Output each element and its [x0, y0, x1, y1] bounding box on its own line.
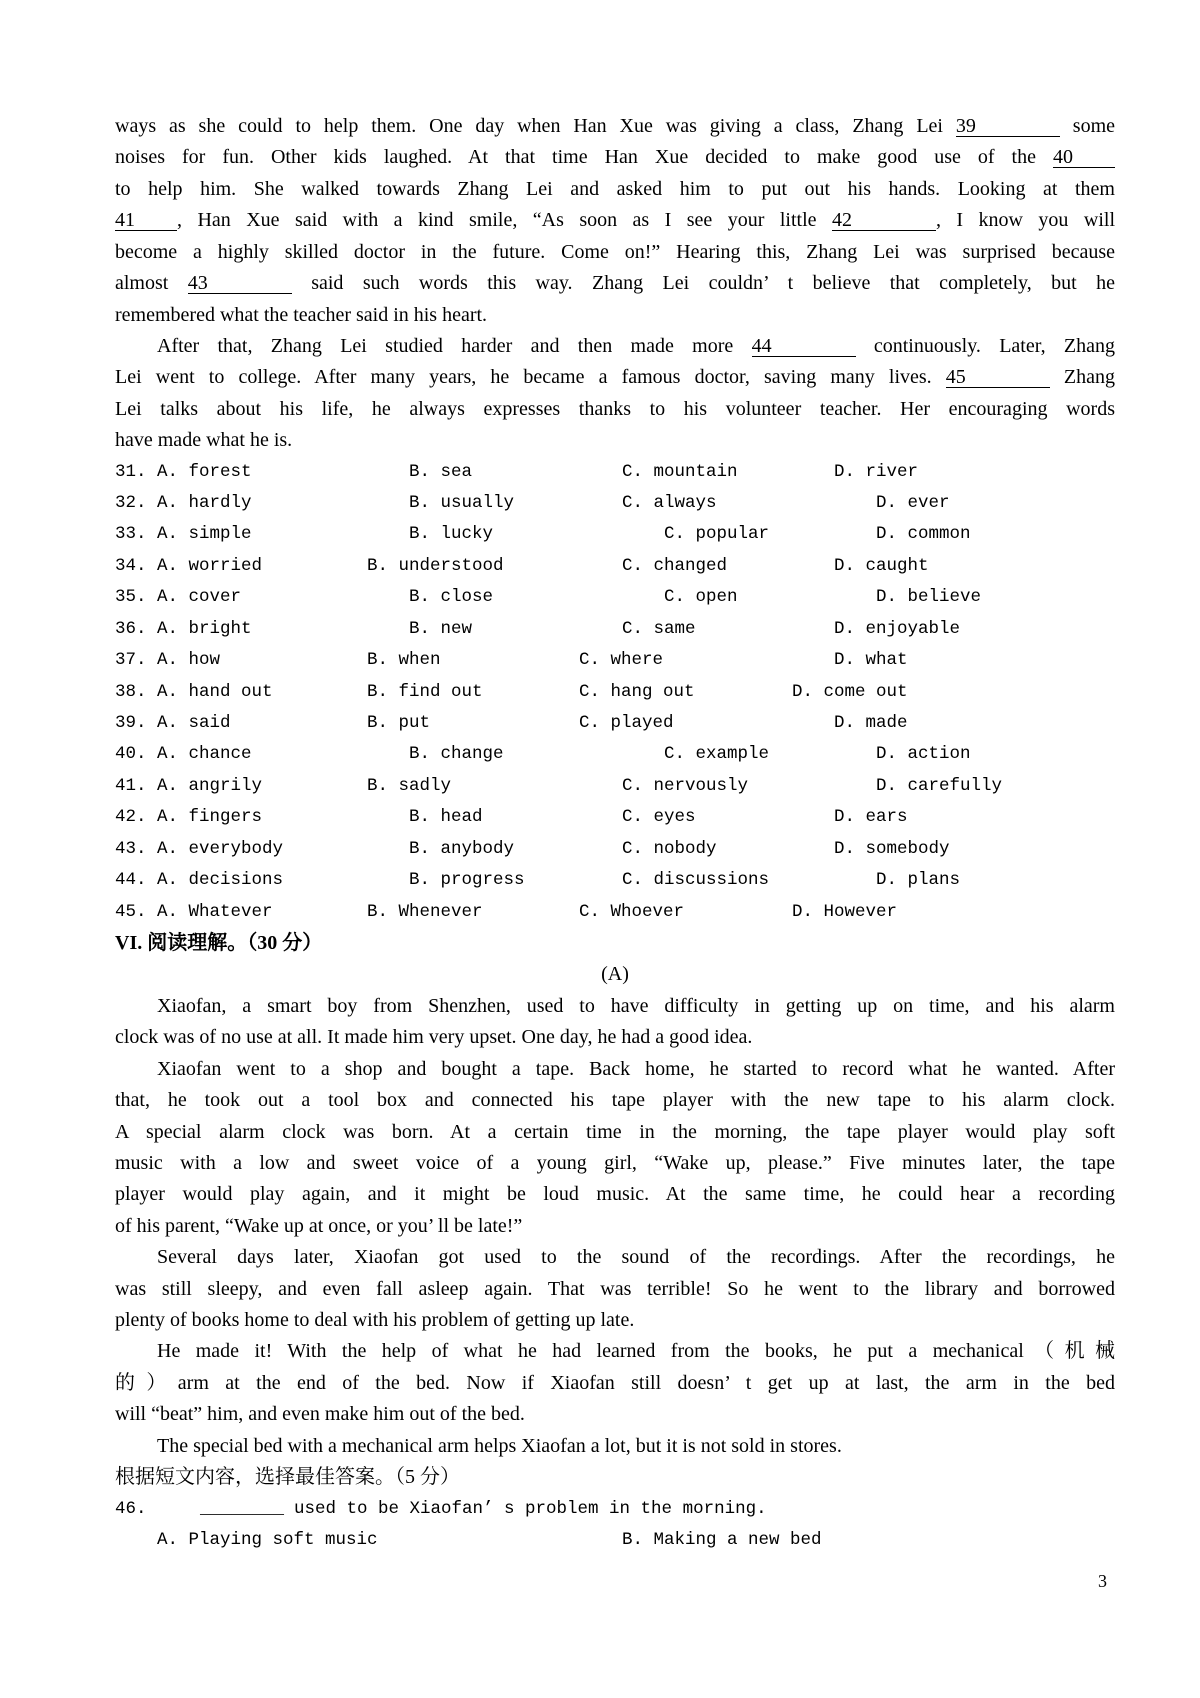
option-c: C. open	[664, 587, 738, 608]
instruction	[115, 1462, 1115, 1493]
option-c: C. where	[579, 650, 664, 671]
option-d: D. enjoyable	[834, 618, 961, 639]
option-b: B. head	[409, 807, 483, 828]
question-number: 41.	[115, 775, 147, 796]
passage-line	[115, 1085, 1115, 1116]
option-row	[115, 739, 1115, 770]
option-c: C. eyes	[622, 807, 696, 828]
passage-line	[115, 1211, 1115, 1242]
cloze-line	[115, 142, 1115, 173]
option-c: C. example	[664, 744, 770, 765]
question-number: 43.	[115, 838, 147, 859]
passage-text: He made it! With the help of what he had learned from the books, he put a mechanical（机械	[157, 1340, 1115, 1363]
option-b: B. sadly	[367, 775, 452, 796]
question-number: 39.	[115, 713, 147, 734]
option-row	[115, 677, 1115, 708]
question-number: 42.	[115, 807, 147, 828]
cloze-text: , Han Xue said with a kind smile, “As soon as I see your little	[177, 209, 832, 232]
answer-blank-45: 45	[946, 367, 1050, 388]
passage-line	[115, 1399, 1115, 1430]
passage-text: The special bed with a mechanical arm helps Xiaofan a lot, but it is not sold in stores.	[157, 1434, 842, 1457]
passage-text: of his parent, “Wake up at once, or you’ ll be late!”	[115, 1214, 523, 1237]
cloze-text: ways as she could to help them. One day when Han Xue was giving a class, Zhang Lei	[115, 115, 956, 137]
option-a: A. said	[157, 713, 231, 734]
question-number: 45.	[115, 901, 147, 922]
passage-line	[115, 1022, 1115, 1053]
answer-blank: ________	[200, 1498, 285, 1519]
passage-text: 的）arm at the end of the bed. Now if Xiaofan still doesn’ t get up at last, the arm in the bed	[115, 1371, 1115, 1394]
question-number: 37.	[115, 650, 147, 671]
cloze-text: become a highly skilled doctor in the future. Come on!” Hearing this, Zhang Lei was surprised because	[115, 240, 1115, 263]
option-c: C. nervously	[622, 775, 749, 796]
cloze-text: Lei talks about his life, he always expresses thanks to his volunteer teacher. Her encouraging words	[115, 397, 1115, 420]
option-c: C. Whoever	[579, 901, 685, 922]
cloze-text: remembered what the teacher said in his heart.	[115, 303, 488, 326]
option-a: A. hardly	[157, 493, 252, 514]
passage-line	[115, 1368, 1115, 1399]
option-b: B. Whenever	[367, 901, 483, 922]
option-a: A. worried	[157, 555, 263, 576]
question-number: 44.	[115, 870, 147, 891]
cloze-line	[115, 237, 1115, 268]
option-c: C. nobody	[622, 838, 717, 859]
cloze-options	[115, 457, 1115, 928]
cloze-line	[115, 174, 1115, 205]
question-number: 35.	[115, 587, 147, 608]
question-number: 36.	[115, 618, 147, 639]
option-d: D. made	[834, 713, 908, 734]
option-b: B. progress	[409, 870, 525, 891]
option-row	[115, 551, 1115, 582]
option-b: B. usually	[409, 493, 515, 514]
option-b: B. lucky	[409, 524, 494, 545]
instruction-text: 根据短文内容，选择最佳答案。（5 分）	[115, 1466, 460, 1489]
passage-text: will “beat” him, and even make him out of the bed.	[115, 1403, 525, 1426]
option-row	[115, 865, 1115, 896]
option-c: C. played	[579, 713, 674, 734]
option-d: D. However	[792, 901, 898, 922]
cloze-text: Lei went to college. After many years, he became a famous doctor, saving many lives.	[115, 366, 946, 389]
question-46-options	[115, 1525, 1115, 1556]
option-a: A. simple	[157, 524, 252, 545]
option-c: C. popular	[664, 524, 770, 545]
passage-text: music with a low and sweet voice of a young girl, “Wake up, please.” Five minutes later, the tape	[115, 1151, 1115, 1174]
cloze-text: , I know you will	[935, 209, 1115, 232]
passage-line	[115, 1305, 1115, 1336]
cloze-line	[115, 268, 1115, 299]
passage-label-text: (A)	[601, 963, 629, 986]
answer-blank-44: 44	[752, 336, 856, 357]
option-b: B. change	[409, 744, 504, 765]
passage-line	[115, 1431, 1115, 1462]
option-row	[115, 802, 1115, 833]
option-d: D. caught	[834, 555, 929, 576]
question-number: 38.	[115, 681, 147, 702]
passage-line	[115, 1242, 1115, 1273]
option-a: A. Playing soft music	[157, 1529, 378, 1550]
option-a: A. cover	[157, 587, 242, 608]
option-row	[115, 645, 1115, 676]
option-row	[115, 897, 1115, 928]
option-row	[115, 488, 1115, 519]
passage-text: Xiaofan went to a shop and bought a tape. Back home, he started to record what he wanted. After	[157, 1057, 1115, 1080]
option-c: C. mountain	[622, 461, 738, 482]
cloze-line	[115, 394, 1115, 425]
option-a: A. angrily	[157, 775, 263, 796]
option-d: D. action	[876, 744, 971, 765]
cloze-text: some	[1059, 115, 1115, 137]
cloze-text: After that, Zhang Lei studied harder and then made more	[157, 334, 752, 357]
answer-blank-42: 42	[832, 210, 936, 231]
option-a: A. decisions	[157, 870, 284, 891]
option-b: B. anybody	[409, 838, 515, 859]
option-c: C. hang out	[579, 681, 695, 702]
option-a: A. fingers	[157, 807, 263, 828]
option-d: D. river	[834, 461, 919, 482]
option-b: B. when	[367, 650, 441, 671]
answer-blank-43: 43	[188, 273, 292, 294]
answer-blank-40: 40	[1053, 147, 1115, 168]
option-a: A. how	[157, 650, 221, 671]
option-b: B. new	[409, 618, 473, 639]
passage-text: that, he took out a tool box and connected his tape player with the new tape to his alarm clock.	[115, 1089, 1115, 1112]
answer-blank-41: 41	[115, 210, 177, 231]
option-row	[115, 834, 1115, 865]
option-d: D. come out	[792, 681, 908, 702]
passage-line	[115, 1336, 1115, 1367]
option-c: C. always	[622, 493, 717, 514]
question-number: 40.	[115, 744, 147, 765]
option-c: C. changed	[622, 555, 728, 576]
question-number: 46.	[115, 1498, 147, 1519]
option-d: D. somebody	[834, 838, 950, 859]
cloze-text: almost	[115, 272, 188, 295]
question-46	[115, 1494, 1115, 1525]
passage-label	[115, 959, 1115, 990]
passage-line	[115, 991, 1115, 1022]
option-b: B. close	[409, 587, 494, 608]
option-d: D. ever	[876, 493, 950, 514]
passage-text: Xiaofan, a smart boy from Shenzhen, used to have difficulty in getting up on time, and his alarm	[157, 994, 1115, 1017]
option-row	[115, 771, 1115, 802]
option-d: D. plans	[876, 870, 961, 891]
option-a: A. forest	[157, 461, 252, 482]
option-c: C. discussions	[622, 870, 770, 891]
cloze-text: noises for fun. Other kids laughed. At that time Han Xue decided to make good use of the	[115, 146, 1053, 169]
passage-line	[115, 1148, 1115, 1179]
question-number: 34.	[115, 555, 147, 576]
option-a: A. everybody	[157, 838, 284, 859]
question-number: 33.	[115, 524, 147, 545]
option-b: B. put	[367, 713, 431, 734]
option-a: A. chance	[157, 744, 252, 765]
option-b: B. Making a new bed	[622, 1529, 822, 1550]
answer-blank-39: 39	[956, 116, 1060, 137]
section-title-text: VI. 阅读理解。（30 分）	[115, 931, 323, 954]
question-number: 31.	[115, 461, 147, 482]
option-d: D. what	[834, 650, 908, 671]
cloze-text: Zhang	[1049, 366, 1115, 389]
cloze-line	[115, 300, 1115, 331]
passage-text: was still sleepy, and even fall asleep again. That was terrible! So he went to the library and borrowed	[115, 1277, 1115, 1300]
page-number: 3	[1098, 1571, 1107, 1591]
passage-line	[115, 1274, 1115, 1305]
cloze-line	[115, 205, 1115, 236]
option-c: C. same	[622, 618, 696, 639]
option-row	[115, 614, 1115, 645]
option-a: A. hand out	[157, 681, 273, 702]
cloze-line	[115, 111, 1115, 142]
option-d: D. carefully	[876, 775, 1003, 796]
option-b: B. find out	[367, 681, 483, 702]
option-a: A. bright	[157, 618, 252, 639]
passage-text: clock was of no use at all. It made him very upset. One day, he had a good idea.	[115, 1026, 753, 1049]
option-row	[115, 582, 1115, 613]
option-row	[115, 519, 1115, 550]
option-d: D. common	[876, 524, 971, 545]
passage-text: plenty of books home to deal with his problem of getting up late.	[115, 1309, 635, 1332]
passage-line	[115, 1054, 1115, 1085]
passage-line	[115, 1117, 1115, 1148]
section-title	[115, 928, 1115, 959]
cloze-text: said such words this way. Zhang Lei couldn’ t believe that completely, but he	[291, 272, 1115, 295]
page-content	[115, 111, 1115, 1556]
cloze-text: to help him. She walked towards Zhang Lei and asked him to put out his hands. Looking at them	[115, 177, 1115, 200]
question-stem: used to be Xiaofan’ s problem in the morning.	[294, 1498, 767, 1519]
cloze-text: have made what he is.	[115, 429, 293, 452]
passage-text: A special alarm clock was born. At a certain time in the morning, the tape player would play soft	[115, 1120, 1115, 1143]
option-b: B. understood	[367, 555, 504, 576]
option-d: D. believe	[876, 587, 982, 608]
option-a: A. Whatever	[157, 901, 273, 922]
cloze-line	[115, 425, 1115, 456]
question-number: 32.	[115, 493, 147, 514]
cloze-text: continuously. Later, Zhang	[855, 334, 1115, 357]
option-b: B. sea	[409, 461, 473, 482]
reading-passage-a	[115, 991, 1115, 1462]
cloze-passage	[115, 111, 1115, 457]
cloze-line	[115, 331, 1115, 362]
passage-text: player would play again, and it might be loud music. At the same time, he could hear a recording	[115, 1183, 1115, 1206]
option-d: D. ears	[834, 807, 908, 828]
passage-text: Several days later, Xiaofan got used to the sound of the recordings. After the recordings, he	[157, 1246, 1115, 1269]
option-row	[115, 708, 1115, 739]
passage-line	[115, 1179, 1115, 1210]
option-row	[115, 457, 1115, 488]
cloze-line	[115, 362, 1115, 393]
